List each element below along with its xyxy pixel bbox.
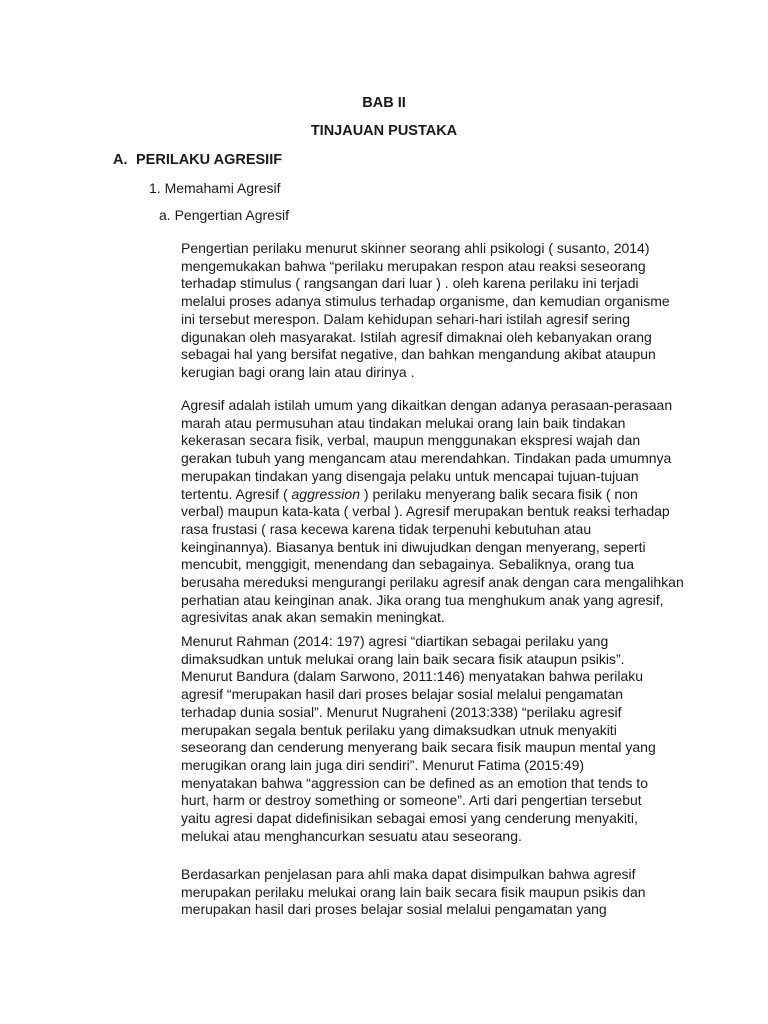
paragraph-line: merupakan segala bentuk perilaku yang dimaksudkan utnuk menyakiti (181, 721, 617, 738)
paragraph-line: keinginannya). Biasanya bentuk ini diwujudkan dengan menyerang, seperti (181, 538, 646, 555)
paragraph-line: Pengertian perilaku menurut skinner seorang ahli psikologi ( susanto, 2014) (181, 240, 650, 256)
paragraph-line: terhadap dunia sosial”. Menurut Nugraheni (2013:338) “perilaku agresif (181, 703, 622, 720)
paragraph-line: merupakan tindakan yang disengaja pelaku untuk mencapai tujuan-tujuan (181, 467, 639, 484)
section-letter: A. (113, 152, 128, 168)
paragraph-line: kerugian bagi orang lain atau dirinya . (181, 363, 415, 380)
paragraph-line: kekerasan secara fisik, verbal, maupun menggunakan ekspresi wajah dan (181, 432, 641, 449)
paragraph-3 (181, 633, 721, 845)
paragraph-line: hurt, harm or destroy something or someone”. Arti dari pengertian tersebut (181, 792, 642, 809)
paragraph-line: merupakan perilaku melukai orang lain baik secara fisik maupun psikis dan (181, 883, 646, 900)
chapter-title: TINJAUAN PUSTAKA (310, 123, 458, 139)
paragraph-line: Agresif adalah istilah umum yang dikaitkan dengan adanya perasaan-perasaan (181, 397, 673, 413)
paragraph-line: seseorang dan cenderung menyerang baik secara fisik maupun mental yang (181, 739, 656, 756)
paragraph-line: rasa frustasi ( rasa kecewa karena tidak terpenuhi kebutuhan atau (181, 520, 592, 537)
chapter-number: BAB II (362, 95, 406, 111)
paragraph-line: gerakan tubuh yang mengancam atau merendahkan. Tindakan pada umumnya (181, 450, 672, 467)
paragraph-line: Menurut Bandura (dalam Sarwono, 2011:146) menyatakan bahwa perilaku (181, 668, 644, 685)
paragraph-line: ini tersebut merespon. Dalam kehidupan sehari-hari istilah agresif sering (181, 310, 631, 327)
section-title: PERILAKU AGRESIIF (136, 152, 283, 168)
paragraph-line: digunakan oleh masyarakat. Istilah agresif dimaknai oleh kebanyakan orang (181, 328, 652, 345)
paragraph-line: mencubit, menggigit, menendang dan sebagainya. Sebaliknya, orang tua (181, 556, 634, 573)
subsection-heading: 1. Memahami Agresif (149, 180, 281, 196)
paragraph-4 (181, 866, 721, 919)
paragraph-line: merupakan hasil dari proses belajar sosial melalui pengamatan yang (181, 901, 607, 918)
paragraph-line: menyatakan bahwa “aggression can be defined as an emotion that tends to (181, 774, 648, 791)
paragraph-line: verbal) maupun kata-kata ( verbal ). Agresif merupakan bentuk reaksi terhadap (181, 503, 670, 520)
paragraph-line: terhadap stimulus ( rangsangan dari luar ) . oleh karena perilaku ini terjadi (181, 275, 639, 292)
paragraph-line: Menurut Rahman (2014: 197) agresi “diartikan sebagai perilaku yang (181, 633, 609, 649)
paragraph-line: sebagai hal yang bersifat negative, dan bahkan mengandung akibat ataupun (181, 346, 656, 363)
paragraph-line: yaitu agresi dapat didefinisikan sebagai emosi yang cenderung menyakiti, (181, 810, 638, 827)
sub-subsection-heading: a. Pengertian Agresif (159, 207, 289, 223)
paragraph-line: berusaha mereduksi mengurangi perilaku agresif anak dengan cara mengalihkan (181, 574, 684, 591)
paragraph-line: merugikan orang lain juga diri sendiri”. Menurut Fatima (2015:49) (181, 756, 585, 773)
paragraph-line: perhatian atau keinginan anak. Jika orang tua menghukum anak yang agresif, (181, 591, 664, 608)
paragraph-line: agresivitas anak akan semakin meningkat. (181, 609, 445, 626)
paragraph-2 (181, 397, 721, 627)
paragraph-line: tertentu. Agresif ( aggression ) perilaku menyerang balik secara fisik ( non (181, 485, 638, 502)
paragraph-line: dimaksudkan untuk melukai orang lain baik secara fisik ataupun psikis”. (181, 650, 625, 667)
paragraph-line: agresif “merupakan hasil dari proses belajar sosial melalui pengamatan (181, 686, 624, 703)
paragraph-line: marah atau permusuhan atau tindakan melukai orang lain baik tindakan (181, 414, 626, 431)
paragraph-1 (181, 240, 721, 382)
paragraph-line: melukai atau menghancurkan sesuatu atau seseorang. (181, 827, 522, 844)
paragraph-line: Berdasarkan penjelasan para ahli maka dapat disimpulkan bahwa agresif (181, 866, 636, 882)
paragraph-line: melalui proses adanya stimulus terhadap organisme, dan kemudian organisme (181, 293, 670, 310)
paragraph-line: mengemukakan bahwa “perilaku merupakan respon atau reaksi seseorang (181, 257, 646, 274)
section-heading (113, 151, 282, 169)
